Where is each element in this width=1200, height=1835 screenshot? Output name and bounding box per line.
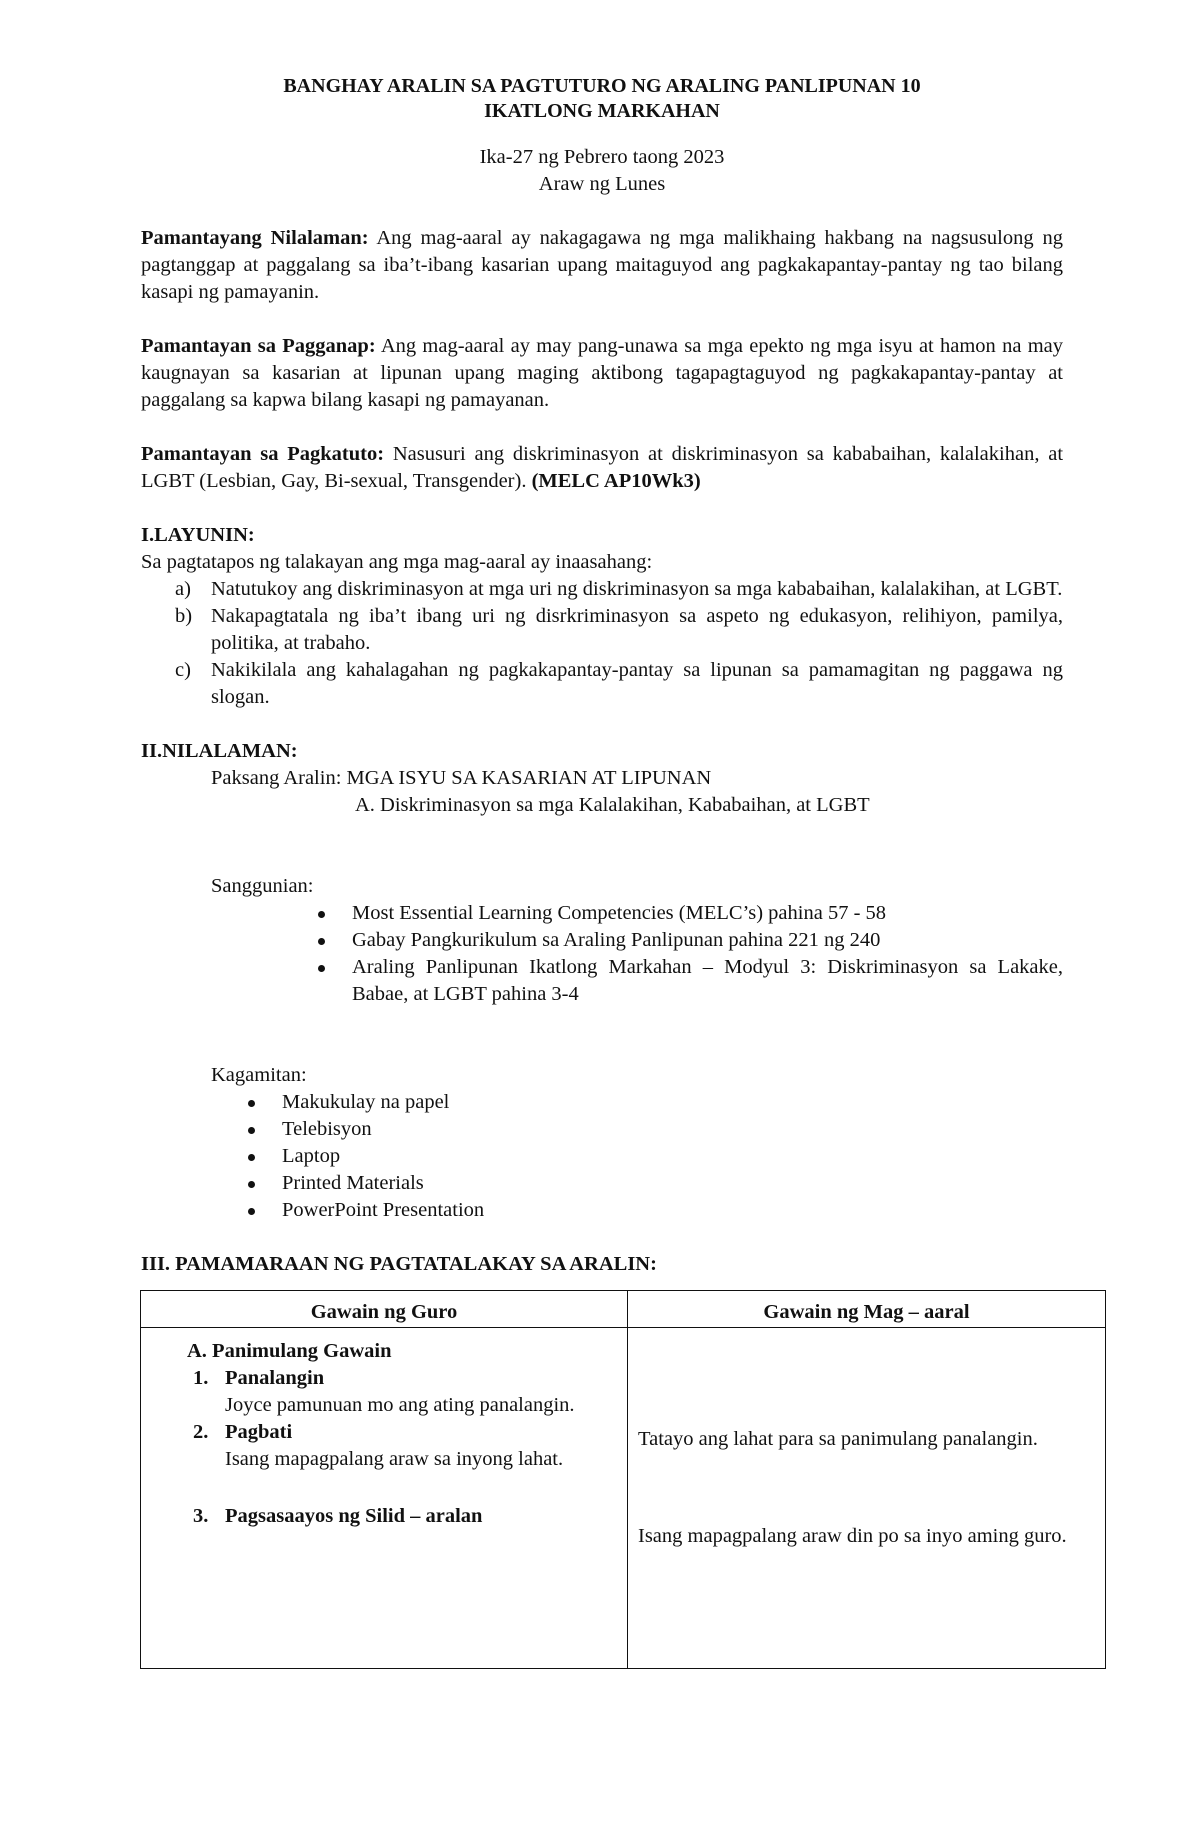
objectives-list (141, 576, 1063, 711)
bullet-icon (248, 1181, 255, 1188)
objective-item (141, 657, 1063, 711)
melc-code: (MELC AP10Wk3) (531, 470, 701, 492)
bullet-icon (248, 1208, 255, 1215)
reference-text: Gabay Pangkurikulum sa Araling Panlipunan pahina 221 ng 240 (352, 929, 881, 951)
performance-standard (141, 333, 1063, 414)
procedure-heading: III. PAMAMARAAN NG PAGTATALAKAY SA ARALIN: (141, 1253, 657, 1275)
performance-standard-label: Pamantayan sa Pagganap: (141, 335, 376, 357)
objective-item (141, 603, 1063, 657)
objective-marker: c) (175, 659, 191, 681)
performance-standard-text: Ang mag-aaral ay may pang-unawa sa mga epekto ng mga isyu at hamon na may kaugnayan sa kasarian at lipunan upang maging aktibong tagapagtaguyod ng pagkakapantay-pantay at paggalang sa kapwa bilang kasapi ng pamayanan. (141, 335, 1064, 411)
step-greeting-title: Pagbati (225, 1421, 293, 1443)
reference-item (141, 927, 1063, 954)
step-prayer-title: Panalangin (225, 1367, 325, 1389)
references-label: Sanggunian: (211, 875, 314, 897)
objective-marker: b) (175, 605, 193, 627)
reference-item (141, 900, 1063, 927)
materials-list (141, 1089, 1063, 1224)
bullet-icon (318, 965, 325, 972)
document-title-line1: BANGHAY ARALIN SA PAGTUTURO NG ARALING PANLIPUNAN 10 (283, 75, 921, 97)
step-greeting: 2. Pagbati Isang mapagpalang araw sa inyong lahat. (151, 1419, 617, 1473)
material-text: Laptop (282, 1145, 341, 1167)
material-item (141, 1197, 1063, 1224)
materials-label: Kagamitan: (211, 1064, 307, 1086)
section-a-title: A. Panimulang Gawain (187, 1340, 392, 1362)
material-text: PowerPoint Presentation (282, 1199, 485, 1221)
bullet-icon (248, 1100, 255, 1107)
objective-marker: a) (175, 578, 191, 600)
document-title-line2: IKATLONG MARKAHAN (484, 100, 720, 122)
step-classroom-title: Pagsasaayos ng Silid – aralan (225, 1505, 483, 1527)
step-prayer: 1. Panalangin Joyce pamunuan mo ang ating panalangin. (151, 1365, 617, 1419)
bullet-icon (248, 1127, 255, 1134)
objectives-section (141, 522, 1063, 711)
bullet-icon (318, 938, 325, 945)
material-text: Makukulay na papel (282, 1091, 450, 1113)
table-row (141, 1328, 1106, 1669)
reference-text: Most Essential Learning Competencies (MELC’s) pahina 57 - 58 (352, 902, 887, 924)
objective-text: Nakikilala ang kahalagahan ng pagkakapantay-pantay sa lipunan sa pamamagitan ng paggawa ng slogan. (211, 659, 1063, 708)
step-greeting-text: Isang mapagpalang araw sa inyong lahat. (225, 1448, 564, 1470)
references-list (141, 900, 1063, 1008)
material-item (141, 1143, 1063, 1170)
student-response-prayer: Tatayo ang lahat para sa panimulang panalangin. (638, 1428, 1038, 1450)
content-standard-text: Ang mag-aaral ay nakagagawa ng mga malikhaing hakbang na nagsusulong ng pagtanggap at paggalang sa iba’t-ibang kasarian upang maitaguyod ang pagkakapantay-pantay ng tao bilang kasapi ng pamayanin. (141, 227, 1063, 303)
col-teacher-header: Gawain ng Guro (141, 1291, 628, 1328)
material-text: Printed Materials (282, 1172, 424, 1194)
material-item (141, 1170, 1063, 1197)
reference-text: Araling Panlipunan Ikatlong Markahan – Modyul 3: Diskriminasyon sa Lakake, Babae, at LGBT pahina 3-4 (352, 956, 1063, 1005)
reference-item (141, 954, 1063, 1008)
procedure-table (140, 1290, 1106, 1669)
topic: Paksang Aralin: MGA ISYU SA KASARIAN AT LIPUNAN (211, 767, 712, 789)
material-item (141, 1089, 1063, 1116)
lesson-date: Ika-27 ng Pebrero taong 2023 (479, 146, 725, 168)
learning-competency-text: Nasusuri ang diskriminasyon at diskriminasyon sa kababaihan, kalalakihan, at LGBT (Lesbian, Gay, Bi-sexual, Transgender). (141, 443, 1064, 492)
step-prayer-text: Joyce pamunuan mo ang ating panalangin. (225, 1394, 575, 1416)
bullet-icon (318, 911, 325, 918)
lesson-plan-page (141, 74, 1067, 1669)
content-heading: II.NILALAMAN: (141, 740, 298, 762)
material-item (141, 1116, 1063, 1143)
objective-text: Natutukoy ang diskriminasyon at mga uri ng diskriminasyon sa mga kababaihan, kalalakihan, at LGBT. (211, 578, 1063, 600)
lesson-day: Araw ng Lunes (538, 173, 666, 195)
col-student-header: Gawain ng Mag – aaral (628, 1291, 1106, 1328)
objective-item (141, 576, 1063, 603)
student-response-greeting: Isang mapagpalang araw din po sa inyo aming guro. (638, 1525, 1067, 1547)
learning-competency (141, 441, 1063, 495)
content-section (141, 738, 1063, 1224)
student-activity-cell (628, 1328, 1106, 1669)
objectives-heading: I.LAYUNIN: (141, 524, 255, 546)
material-text: Telebisyon (282, 1118, 372, 1140)
content-standard-label: Pamantayang Nilalaman: (141, 227, 369, 249)
objective-text: Nakapagtatala ng iba’t ibang uri ng disrkriminasyon sa aspeto ng edukasyon, relihiyon, pamilya, politika, at trabaho. (211, 605, 1063, 654)
step-classroom: 3. Pagsasaayos ng Silid – aralan (193, 1505, 483, 1527)
teacher-activity-cell (141, 1328, 628, 1669)
learning-competency-label: Pamantayan sa Pagkatuto: (141, 443, 385, 465)
content-standard (141, 225, 1063, 306)
objectives-intro: Sa pagtatapos ng talakayan ang mga mag-aaral ay inaasahang: (141, 551, 653, 573)
subtopic: A. Diskriminasyon sa mga Kalalakihan, Kababaihan, at LGBT (355, 794, 870, 816)
table-header-row (141, 1291, 1106, 1328)
bullet-icon (248, 1154, 255, 1161)
